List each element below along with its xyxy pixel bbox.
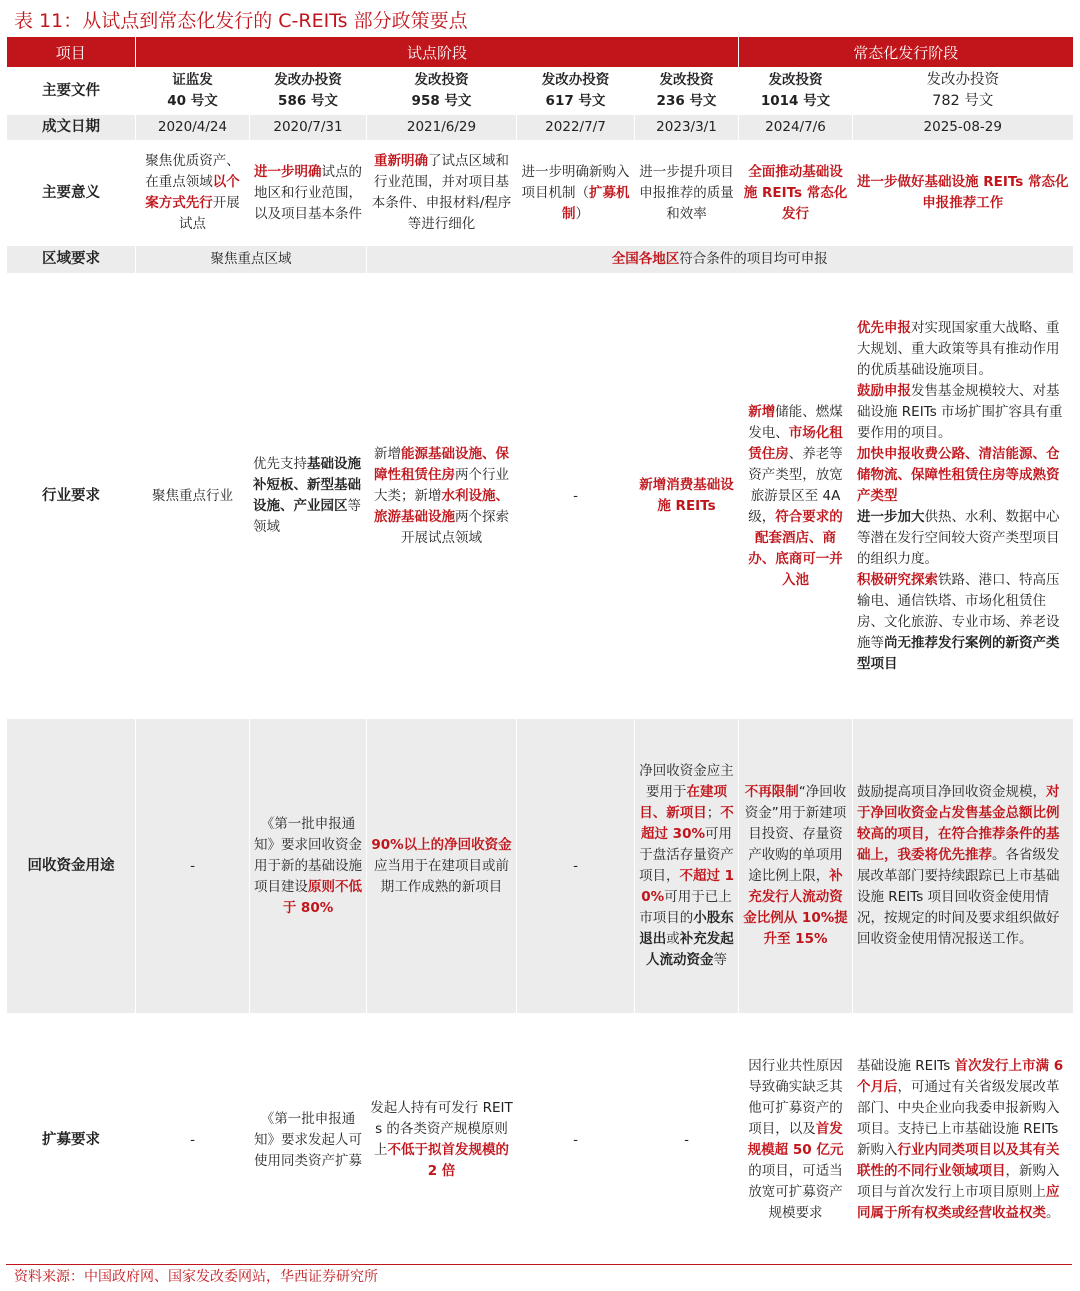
expansion-cell: 基础设施 REITs 首次发行上市满 6 个月后，可通过有关省级发展改革部门、中央企业向我委申报新购入项目。支持已上市基础设施 REITs 新购入行业内同类项目以及其有关联性的不同行业领域项目，新购入项目与首次发行上市项目原则上应同属于所有权类或经营收益权类。 (853, 1013, 1073, 1267)
date-cell: 2022/7/7 (517, 115, 635, 140)
doc-cell: 发改办投资 782 号文 (853, 67, 1073, 115)
expansion-cell: 《第一批申报通知》要求发起人可使用同类资产扩募 (250, 1013, 367, 1267)
doc-cell: 发改办投资 586 号文 (250, 67, 367, 115)
table-title: 表 11：从试点到常态化发行的 C-REITs 部分政策要点 (14, 10, 468, 32)
row-proceeds (7, 719, 1073, 1013)
expansion-cell: 发起人持有可发行 REITs 的各类资产规模原则上不低于拟首发规模的 2 倍 (367, 1013, 517, 1267)
proceeds-cell: 鼓励提高项目净回收资金规模，对于净回收资金占发售基金总额比例较高的项目，在符合推荐条件的基础上，我委将优先推荐。各省级发展改革部门要持续跟踪已上市基础设施 REITs 项目回收资金使用情况，按规定的时间及要求组织做好回收资金使用情况报送工作。 (853, 719, 1073, 1013)
meaning-cell: 进一步做好基础设施 REITs 常态化申报推荐工作 (853, 140, 1073, 246)
industry-cell: 聚焦重点行业 (136, 273, 250, 719)
row-label: 扩募要求 (7, 1013, 136, 1267)
date-cell: 2021/6/29 (367, 115, 517, 140)
region-left-cell: 聚焦重点区域 (136, 246, 367, 273)
date-cell: 2025-08-29 (853, 115, 1073, 140)
industry-cell: 新增能源基础设施、保障性租赁住房两个行业大类；新增水利设施、旅游基础设施两个探索开展试点领域 (367, 273, 517, 719)
date-cell: 2020/7/31 (250, 115, 367, 140)
bottom-rule (6, 1264, 1072, 1265)
industry-cell: 新增消费基础设施 REITs (635, 273, 739, 719)
region-right-cell: 全国各地区符合条件的项目均可申报 (367, 246, 1073, 273)
header-item: 项目 (7, 37, 136, 67)
meaning-cell: 进一步提升项目申报推荐的质量和效率 (635, 140, 739, 246)
meaning-cell: 聚焦优质资产、在重点领域以个案方式先行开展试点 (136, 140, 250, 246)
row-label: 行业要求 (7, 273, 136, 719)
meaning-cell: 进一步明确新购入项目机制（扩募机制） (517, 140, 635, 246)
doc-cell: 发改办投资 617 号文 (517, 67, 635, 115)
date-cell: 2023/3/1 (635, 115, 739, 140)
industry-cell: 优先支持基础设施补短板、新型基础设施、产业园区等领域 (250, 273, 367, 719)
header-normal: 常态化发行阶段 (739, 37, 1073, 67)
header-pilot: 试点阶段 (136, 37, 739, 67)
proceeds-cell: 90%以上的净回收资金应当用于在建项目或前期工作成熟的新项目 (367, 719, 517, 1013)
expansion-cell: - (136, 1013, 250, 1267)
row-label: 区域要求 (7, 246, 136, 273)
row-expansion (7, 1013, 1073, 1267)
row-label: 回收资金用途 (7, 719, 136, 1013)
doc-cell: 发改投资 236 号文 (635, 67, 739, 115)
doc-cell: 发改投资 958 号文 (367, 67, 517, 115)
header-row (7, 37, 1073, 67)
proceeds-cell: - (517, 719, 635, 1013)
doc-cell: 发改投资 1014 号文 (739, 67, 853, 115)
industry-cell: 新增储能、燃煤发电、市场化租赁住房、养老等资产类型，放宽旅游景区至 4A 级，符合要求的配套酒店、商办、底商可一并入池 (739, 273, 853, 719)
proceeds-cell: 《第一批申报通知》要求回收资金用于新的基础设施项目建设原则不低于 80% (250, 719, 367, 1013)
meaning-cell: 进一步明确试点的地区和行业范围，以及项目基本条件 (250, 140, 367, 246)
expansion-cell: - (635, 1013, 739, 1267)
row-region (7, 246, 1073, 273)
meaning-cell: 重新明确了试点区域和行业范围，并对项目基本条件、申报材料/程序等进行细化 (367, 140, 517, 246)
proceeds-cell: - (136, 719, 250, 1013)
proceeds-cell: 净回收资金应主要用于在建项目、新项目；不超过 30%可用于盘活存量资产项目，不超过 10%可用于已上市项目的小股东退出或补充发起人流动资金等 (635, 719, 739, 1013)
date-cell: 2020/4/24 (136, 115, 250, 140)
row-docs (7, 67, 1073, 115)
proceeds-cell: 不再限制“净回收资金”用于新建项目投资、存量资产收购的单项用途比例上限，补充发行人流动资金比例从 10%提升至 15% (739, 719, 853, 1013)
policy-table (6, 37, 1073, 1267)
expansion-cell: 因行业共性原因导致确实缺乏其他可扩募资产的项目，以及首发规模超 50 亿元的项目，可适当放宽可扩募资产规模要求 (739, 1013, 853, 1267)
row-meaning (7, 140, 1073, 246)
date-cell: 2024/7/6 (739, 115, 853, 140)
doc-cell: 证监发 40 号文 (136, 67, 250, 115)
row-label: 主要意义 (7, 140, 136, 246)
industry-cell: 优先申报对实现国家重大战略、重大规划、重大政策等具有推动作用的优质基础设施项目。 鼓励申报发售基金规模较大、对基础设施 REITs 市场扩围扩容具有重要作用的项目。 加快申报收费公路、清洁能源、仓储物流、保障性租赁住房等成熟资产类型 进一步加大供热、水利、数据中心等潜在发行空间较大资产类型项目的组织力度。 积极研究探索铁路、港口、特高压输电、通信铁塔、市场化租赁住房、文化旅游、专业市场、养老设施等尚无推荐发行案例的新资产类型项目 (853, 273, 1073, 719)
row-label: 主要文件 (7, 67, 136, 115)
industry-cell: - (517, 273, 635, 719)
source-note: 资料来源：中国政府网、国家发改委网站，华西证券研究所 (14, 1269, 378, 1285)
row-label: 成文日期 (7, 115, 136, 140)
expansion-cell: - (517, 1013, 635, 1267)
row-dates (7, 115, 1073, 140)
row-industry (7, 273, 1073, 719)
meaning-cell: 全面推动基础设施 REITs 常态化发行 (739, 140, 853, 246)
